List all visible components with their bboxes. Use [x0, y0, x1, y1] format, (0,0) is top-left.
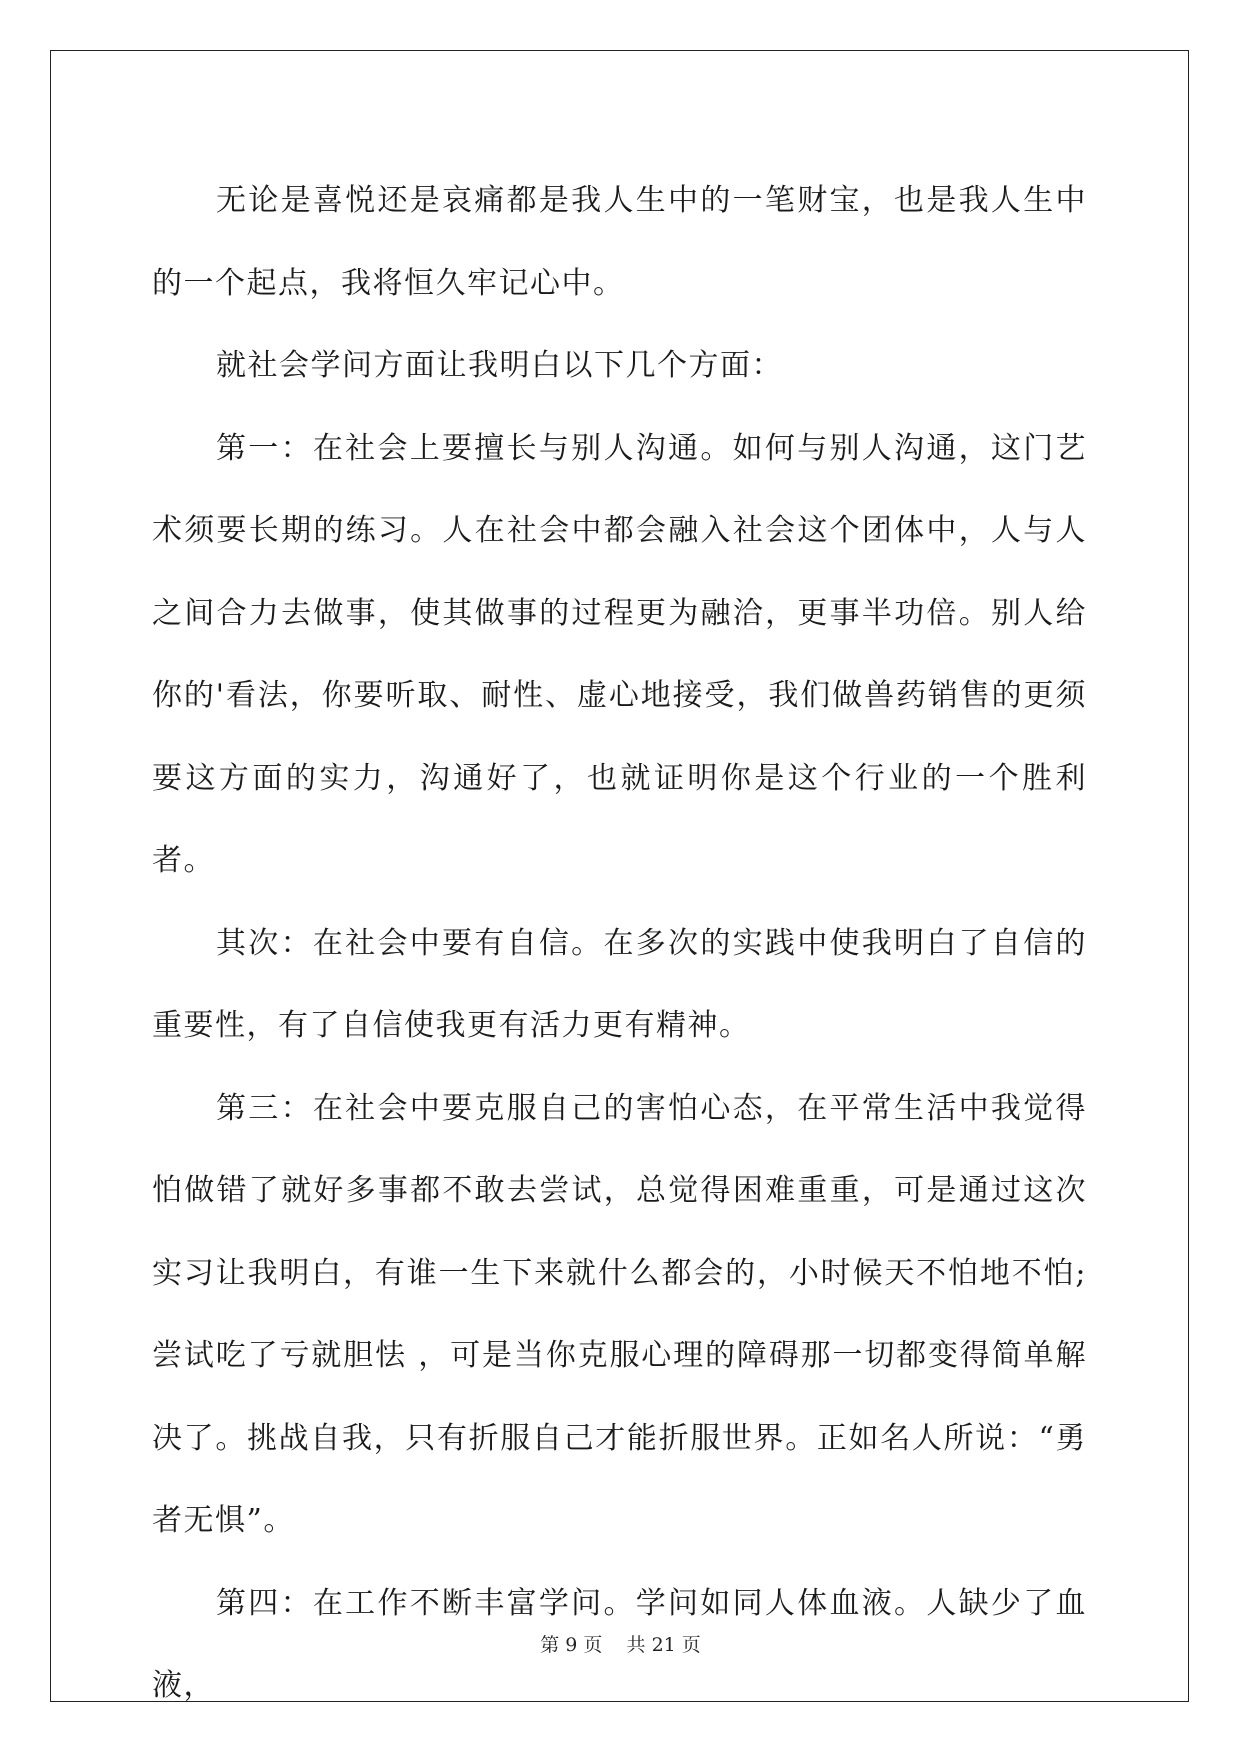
paragraph: 其次：在社会中要有自信。在多次的实践中使我明白了自信的重要性，有了自信使我更有活力更有精神。 — [152, 925, 1087, 1043]
paragraph: 第三：在社会中要克服自己的害怕心态，在平常生活中我觉得怕做错了就好多事都不敢去尝试，总觉得困难重重，可是通过这次实习让我明白，有谁一生下来就什么都会的，小时候天不怕地不怕;尝试吃了亏就胆怯 ，可是当你克服心理的障碍那一切都变得简单解决了。挑战自我，只有折服自己才能折服世界。正如名人所说：“勇者无惧”。 — [152, 1090, 1087, 1538]
paragraph: 第四：在工作不断丰富学问。学问如同人体血液。人缺少了血液， — [152, 1585, 1087, 1703]
document-body — [152, 160, 1087, 1728]
page-number-footer: 第 9 页 共 21 页 — [540, 1634, 701, 1656]
paragraph: 第一：在社会上要擅长与别人沟通。如何与别人沟通，这门艺术须要长期的练习。人在社会中都会融入社会这个团体中，人与人之间合力去做事，使其做事的过程更为融洽，更事半功倍。别人给你的'看法，你要听取、耐性、虚心地接受，我们做兽药销售的更须要这方面的实力，沟通好了，也就证明你是这个行业的一个胜利者。 — [152, 430, 1087, 878]
paragraph: 就社会学问方面让我明白以下几个方面： — [216, 348, 783, 383]
paragraph: 无论是喜悦还是哀痛都是我人生中的一笔财宝，也是我人生中的一个起点，我将恒久牢记心中。 — [152, 183, 1087, 301]
